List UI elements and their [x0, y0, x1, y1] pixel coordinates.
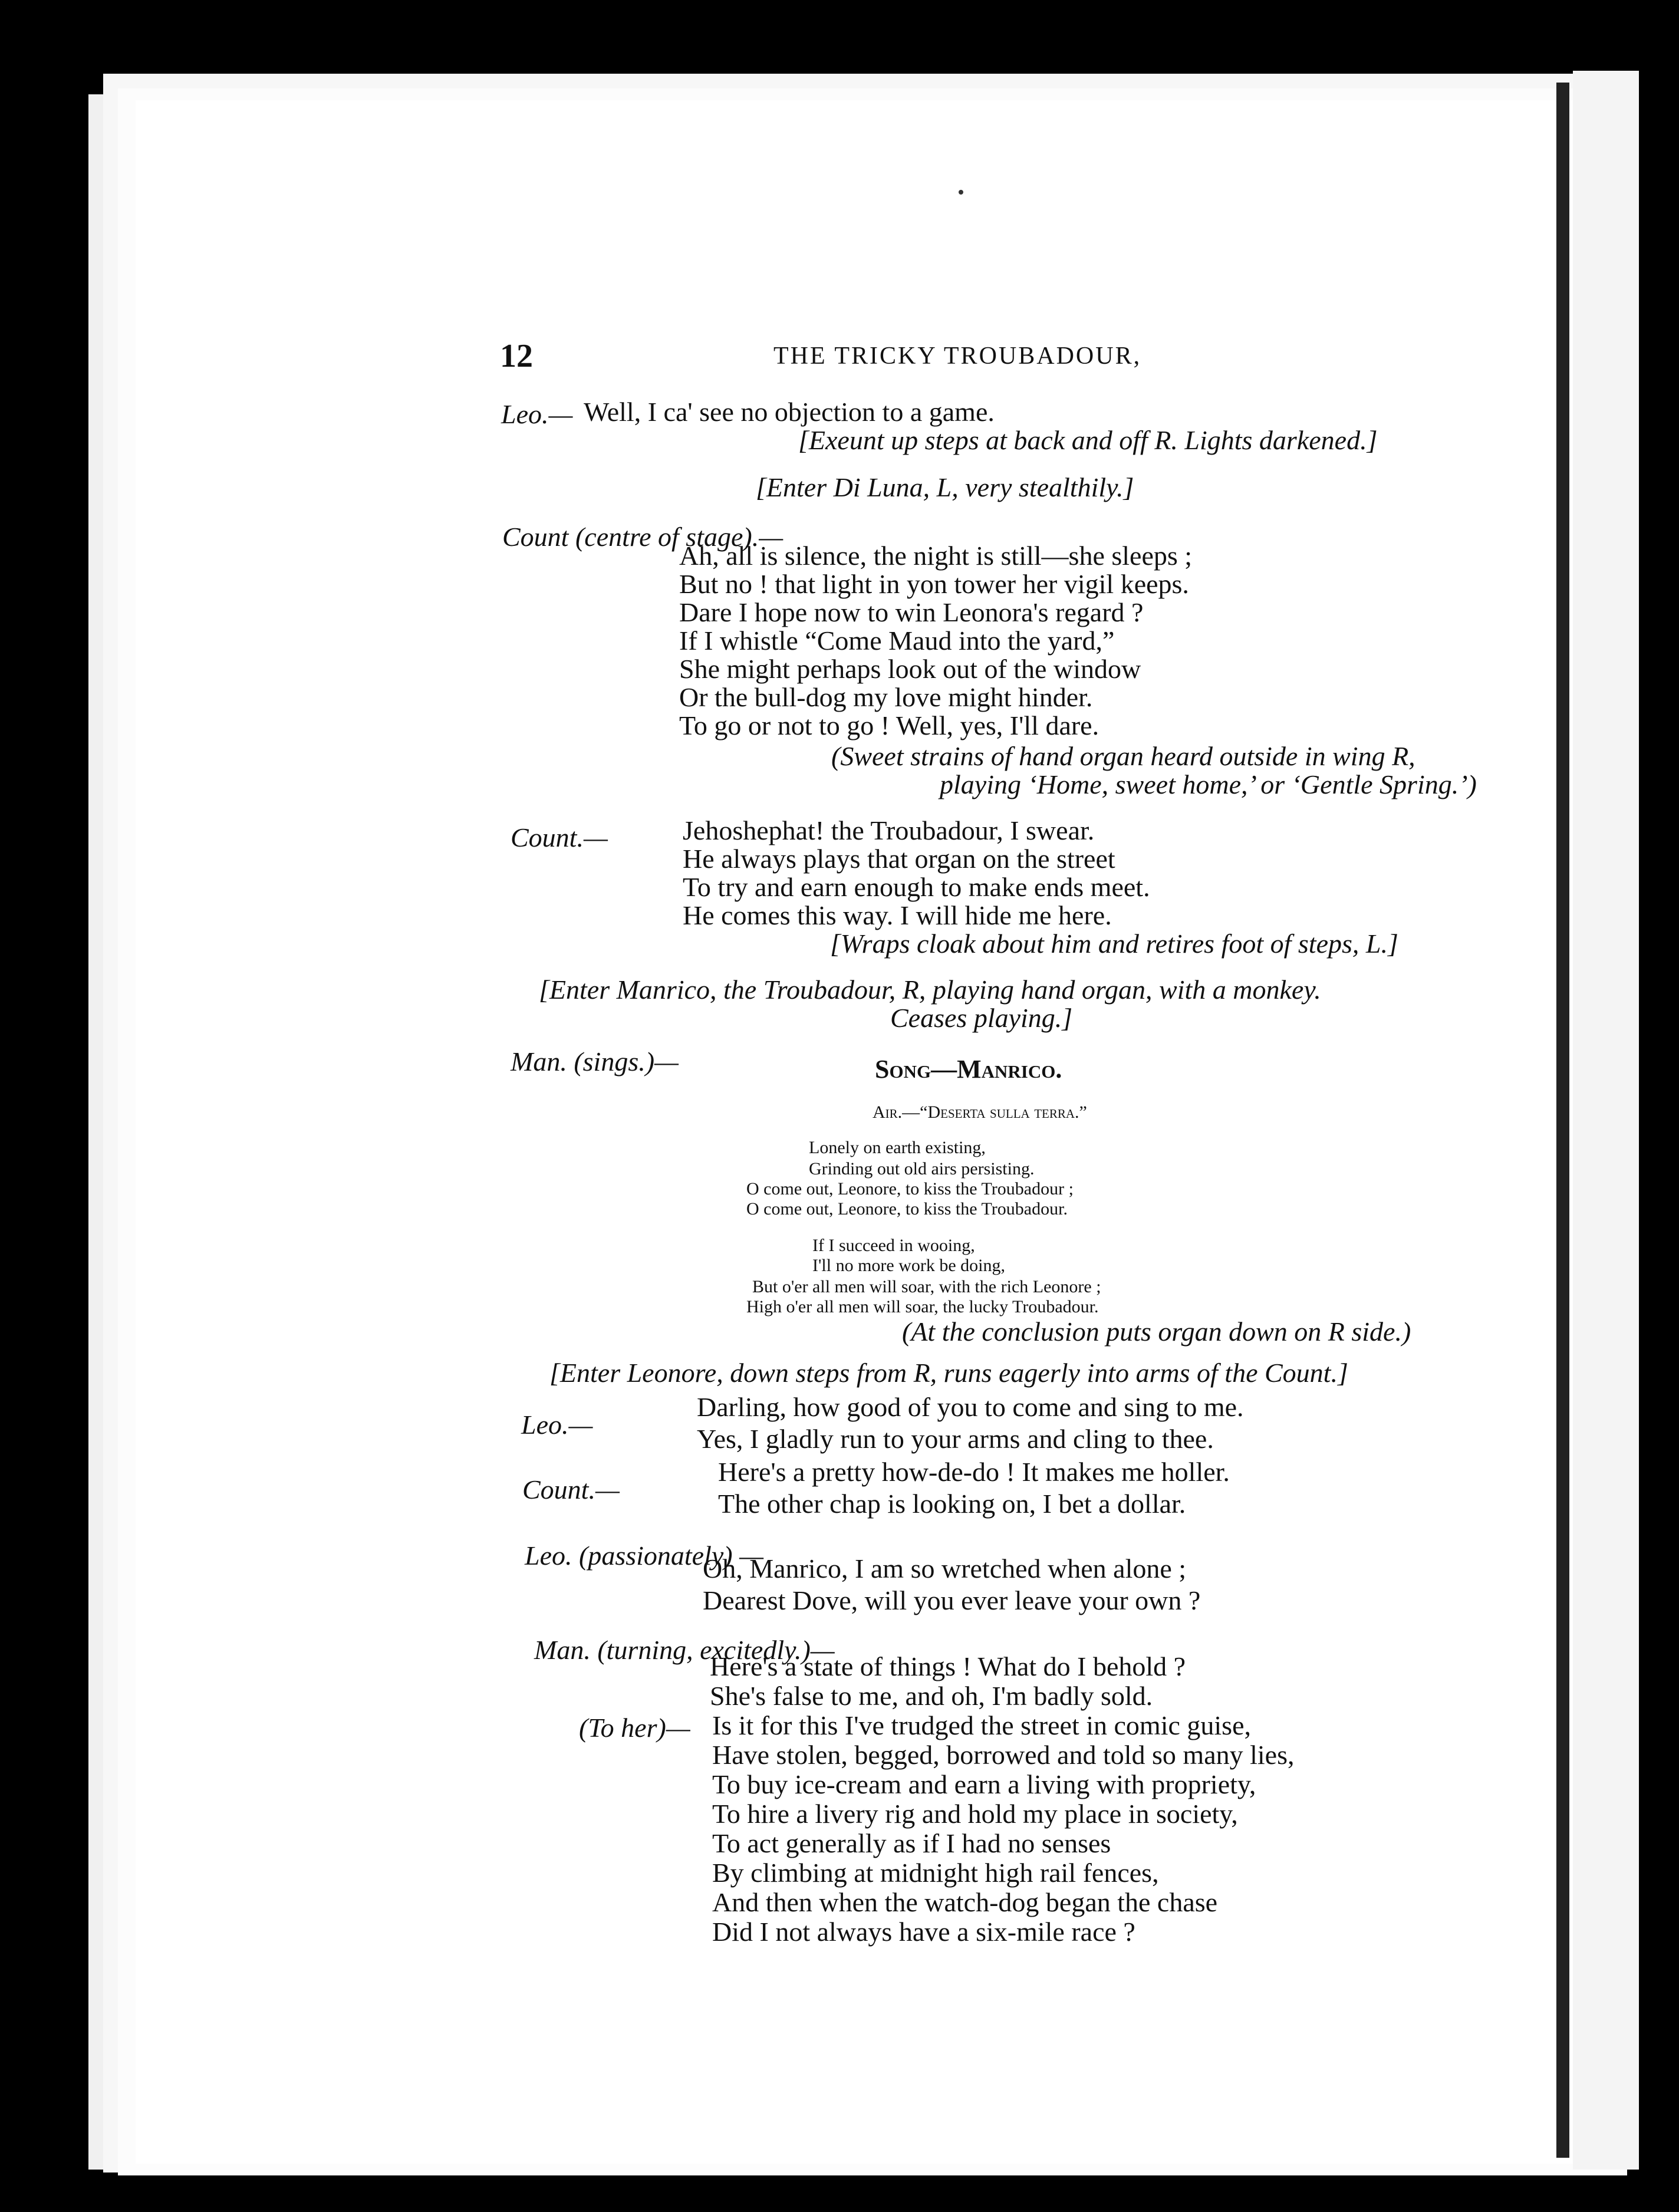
- verse-line: Or the bull-dog my love might hinder.: [679, 682, 1093, 712]
- verse-line: And then when the watch-dog began the chase: [712, 1887, 1218, 1917]
- stage-direction: [Wraps cloak about him and retires foot of steps, L.]: [830, 929, 1398, 959]
- verse-line: If I whistle “Come Maud into the yard,”: [679, 626, 1115, 656]
- stage-direction: (At the conclusion puts organ down on R side.): [902, 1316, 1411, 1347]
- dialogue-line: Well, I ca' see no objection to a game.: [584, 397, 995, 427]
- verse-line: The other chap is looking on, I bet a dollar.: [718, 1489, 1186, 1519]
- verse-line: Darling, how good of you to come and sing to me.: [697, 1392, 1244, 1422]
- facing-page-edge: [1573, 71, 1644, 2170]
- stage-direction: [Enter Manrico, the Troubadour, R, playing hand organ, with a monkey.: [539, 975, 1321, 1005]
- verse-line: But no ! that light in yon tower her vigil keeps.: [679, 569, 1189, 599]
- verse-line: She might perhaps look out of the window: [679, 654, 1141, 684]
- stage-direction: Ceases playing.]: [890, 1003, 1073, 1033]
- verse-line: He comes this way. I will hide me here.: [683, 900, 1112, 930]
- song-verse-line: O come out, Leonore, to kiss the Troubadour ;: [746, 1179, 1074, 1199]
- stage-direction: [Enter Leonore, down steps from R, runs eagerly into arms of the Count.]: [549, 1358, 1348, 1388]
- verse-line: Here's a pretty how-de-do ! It makes me holler.: [718, 1457, 1230, 1487]
- verse-line: Have stolen, begged, borrowed and told so many lies,: [712, 1740, 1295, 1770]
- speaker-label: Man. (sings.)—: [511, 1046, 679, 1077]
- speaker-label: Count.—: [522, 1474, 620, 1505]
- verse-line: Jehoshephat! the Troubadour, I swear.: [683, 815, 1095, 845]
- stage-direction: (Sweet strains of hand organ heard outside in wing R,: [831, 741, 1415, 771]
- song-verse-line: But o'er all men will soar, with the rich Leonore ;: [752, 1277, 1101, 1296]
- stage-direction: [Enter Di Luna, L, very stealthily.]: [756, 472, 1134, 502]
- speaker-label: Count.—: [511, 822, 608, 852]
- speaker-label: (To her)—: [579, 1713, 690, 1743]
- verse-line: Yes, I gladly run to your arms and cling to thee.: [697, 1424, 1214, 1454]
- verse-line: He always plays that organ on the street: [683, 844, 1115, 874]
- verse-line: Dearest Dove, will you ever leave your own ?: [703, 1585, 1201, 1615]
- ink-speck: [959, 190, 963, 195]
- speaker-label: Leo. (passionately) —: [525, 1540, 764, 1571]
- air-heading: Air.—“Deserta sulla terra.”: [873, 1102, 1087, 1122]
- book-spine-shadow: [1556, 83, 1569, 2158]
- stage-direction: [Exeunt up steps at back and off R. Lights darkened.]: [798, 425, 1378, 455]
- song-verse-line: I'll no more work be doing,: [812, 1256, 1006, 1275]
- verse-line: Here's a state of things ! What do I behold ?: [710, 1651, 1186, 1681]
- verse-line: By climbing at midnight high rail fences,: [712, 1858, 1159, 1888]
- speaker-label: Leo.—: [501, 399, 573, 429]
- verse-line: Ah, all is silence, the night is still—she sleeps ;: [679, 541, 1193, 571]
- speaker-label: Man. (turning, excitedly.)—: [534, 1635, 835, 1665]
- song-verse-line: Lonely on earth existing,: [809, 1138, 986, 1157]
- verse-line: Did I not always have a six-mile race ?: [712, 1917, 1135, 1947]
- speaker-label: Count (centre of stage).—: [502, 522, 783, 552]
- verse-line: To go or not to go ! Well, yes, I'll dare.: [679, 710, 1099, 740]
- verse-line: Is it for this I've trudged the street in comic guise,: [712, 1710, 1252, 1740]
- verse-line: Dare I hope now to win Leonora's regard ?: [679, 597, 1144, 627]
- song-heading: Song—Manrico.: [875, 1055, 1062, 1084]
- verse-line: Oh, Manrico, I am so wretched when alone ;: [703, 1553, 1187, 1584]
- page-number: 12: [500, 338, 533, 374]
- song-verse-line: High o'er all men will soar, the lucky Troubadour.: [746, 1297, 1099, 1316]
- speaker-label: Leo.—: [521, 1410, 593, 1440]
- scan-border: [1639, 0, 1679, 2212]
- verse-line: To try and earn enough to make ends meet.: [683, 872, 1150, 902]
- song-verse-line: If I succeed in wooing,: [812, 1236, 975, 1255]
- song-verse-line: O come out, Leonore, to kiss the Troubadour.: [746, 1199, 1068, 1219]
- running-title: THE TRICKY TROUBADOUR,: [773, 343, 1142, 370]
- verse-line: To hire a livery rig and hold my place in society,: [712, 1799, 1238, 1829]
- stage-direction: playing ‘Home, sweet home,’ or ‘Gentle Spring.’): [940, 769, 1477, 799]
- verse-line: To act generally as if I had no senses: [712, 1828, 1111, 1858]
- verse-line: She's false to me, and oh, I'm badly sold.: [710, 1681, 1153, 1711]
- song-verse-line: Grinding out old airs persisting.: [809, 1159, 1035, 1179]
- verse-line: To buy ice-cream and earn a living with propriety,: [712, 1769, 1256, 1799]
